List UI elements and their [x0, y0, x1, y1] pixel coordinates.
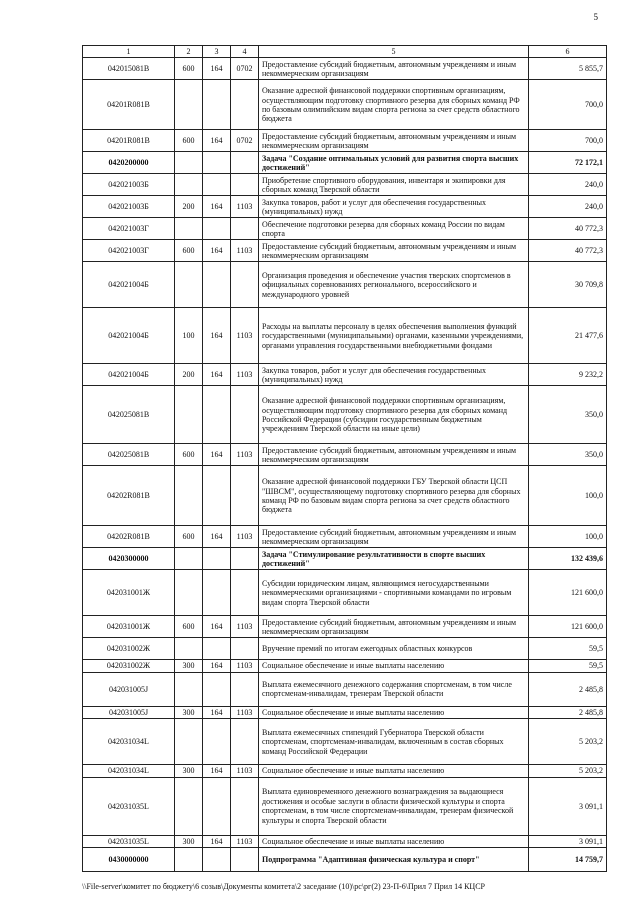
cell-amount: 240,0 — [529, 196, 607, 218]
cell-name: Предоставление субсидий бюджетным, автономным учреждениям и иным некоммерческим организациям — [259, 616, 529, 638]
cell-code: 042021003Г — [83, 218, 175, 240]
cell-col-4 — [231, 386, 259, 444]
cell-col-2 — [175, 152, 203, 174]
cell-amount: 5 203,2 — [529, 719, 607, 765]
cell-code: 042015081В — [83, 58, 175, 80]
cell-code: 042031001Ж — [83, 570, 175, 616]
cell-col-3 — [203, 466, 231, 526]
cell-amount: 700,0 — [529, 130, 607, 152]
cell-col-4 — [231, 638, 259, 660]
table-row — [83, 638, 607, 660]
cell-code: 042025081В — [83, 444, 175, 466]
cell-col-3: 164 — [203, 706, 231, 718]
cell-col-3: 164 — [203, 660, 231, 672]
header-col-3: 3 — [203, 46, 231, 58]
cell-name: Закупка товаров, работ и услуг для обеспечения государственных (муниципальных) нужд — [259, 196, 529, 218]
cell-name: Выплата единовременного денежного вознаграждения за выдающиеся достижения и особые заслуги в области физической культуры и спорта спортсменам, в том числе спортсменам-инвалидам, тренерам физической культуры и спорта Тверской области — [259, 777, 529, 835]
cell-col-2: 300 — [175, 835, 203, 847]
cell-amount: 59,5 — [529, 638, 607, 660]
cell-amount: 30 709,8 — [529, 262, 607, 308]
cell-col-3 — [203, 777, 231, 835]
cell-col-3 — [203, 174, 231, 196]
cell-name: Оказание адресной финансовой поддержки спортивным организациям, осуществляющим подготовку спортивного резерва для сборных команд РФ по базовым олимпийским видам спорта региона за счет средств областного бюджета — [259, 80, 529, 130]
cell-col-3 — [203, 80, 231, 130]
cell-amount: 3 091,1 — [529, 835, 607, 847]
cell-col-2 — [175, 719, 203, 765]
header-col-1: 1 — [83, 46, 175, 58]
cell-col-4: 1103 — [231, 308, 259, 364]
cell-col-4 — [231, 719, 259, 765]
cell-col-2 — [175, 174, 203, 196]
cell-col-2 — [175, 777, 203, 835]
table-row — [83, 466, 607, 526]
page-number: 5 — [593, 12, 598, 22]
cell-code: 042021004Б — [83, 364, 175, 386]
cell-code: 042025081В — [83, 386, 175, 444]
cell-code: 042031005J — [83, 672, 175, 706]
cell-col-2: 600 — [175, 444, 203, 466]
table-row — [83, 765, 607, 777]
cell-col-2: 200 — [175, 196, 203, 218]
cell-col-4: 1103 — [231, 660, 259, 672]
cell-col-2 — [175, 80, 203, 130]
cell-amount: 14 759,7 — [529, 848, 607, 872]
cell-name: Задача "Стимулирование результативности в спорте высших достижений" — [259, 548, 529, 570]
cell-col-4 — [231, 80, 259, 130]
cell-col-4 — [231, 570, 259, 616]
cell-col-4 — [231, 262, 259, 308]
cell-col-4: 0702 — [231, 130, 259, 152]
cell-col-2: 600 — [175, 58, 203, 80]
cell-name: Социальное обеспечение и иные выплаты населению — [259, 835, 529, 847]
cell-amount: 21 477,6 — [529, 308, 607, 364]
cell-col-3: 164 — [203, 364, 231, 386]
cell-col-3: 164 — [203, 196, 231, 218]
table-row — [83, 548, 607, 570]
cell-amount: 5 203,2 — [529, 765, 607, 777]
table-row — [83, 777, 607, 835]
cell-code: 042031002Ж — [83, 638, 175, 660]
cell-col-2 — [175, 386, 203, 444]
table-row — [83, 660, 607, 672]
cell-col-4: 1103 — [231, 364, 259, 386]
cell-name: Обеспечение подготовки резерва для сборных команд России по видам спорта — [259, 218, 529, 240]
cell-amount: 2 485,8 — [529, 672, 607, 706]
cell-name: Социальное обеспечение и иные выплаты населению — [259, 765, 529, 777]
cell-amount: 72 172,1 — [529, 152, 607, 174]
table-row — [83, 174, 607, 196]
cell-col-3 — [203, 570, 231, 616]
cell-col-2 — [175, 672, 203, 706]
cell-name: Выплата ежемесячного денежного содержания спортсменам, в том числе спортсменам-инвалидам, тренерам Тверской области — [259, 672, 529, 706]
cell-col-4 — [231, 848, 259, 872]
cell-col-3 — [203, 262, 231, 308]
cell-col-2 — [175, 466, 203, 526]
table-row — [83, 444, 607, 466]
cell-col-4 — [231, 174, 259, 196]
table-row — [83, 80, 607, 130]
cell-name: Приобретение спортивного оборудования, инвентаря и экипировки для сборных команд Тверской области — [259, 174, 529, 196]
cell-name: Вручение премий по итогам ежегодных областных конкурсов — [259, 638, 529, 660]
cell-amount: 9 232,2 — [529, 364, 607, 386]
cell-amount: 5 855,7 — [529, 58, 607, 80]
cell-col-3: 164 — [203, 58, 231, 80]
cell-col-3: 164 — [203, 765, 231, 777]
cell-code: 0420300000 — [83, 548, 175, 570]
cell-col-4: 1103 — [231, 240, 259, 262]
cell-col-3: 164 — [203, 240, 231, 262]
cell-col-3 — [203, 719, 231, 765]
cell-col-2 — [175, 570, 203, 616]
cell-col-2 — [175, 848, 203, 872]
cell-col-3: 164 — [203, 308, 231, 364]
table-row — [83, 364, 607, 386]
cell-col-4: 1103 — [231, 444, 259, 466]
cell-name: Оказание адресной финансовой поддержки ГБУ Тверской области ЦСП "ШВСМ", осуществляющему подготовку спортивного резерва для сборных команд РФ по базовым видам спорта региона за счет средств областного бюджета — [259, 466, 529, 526]
table-header-row — [83, 46, 607, 58]
cell-col-4: 1103 — [231, 196, 259, 218]
cell-col-2: 300 — [175, 765, 203, 777]
cell-name: Предоставление субсидий бюджетным, автономным учреждениям и иным некоммерческим организациям — [259, 58, 529, 80]
table-row — [83, 570, 607, 616]
cell-col-3: 164 — [203, 444, 231, 466]
table-row — [83, 152, 607, 174]
cell-code: 04202R081В — [83, 466, 175, 526]
cell-name: Расходы на выплаты персоналу в целях обеспечения выполнения функций государственными (муниципальными) органами, казенными учреждениями, органами управления государственными внебюджетными фондами — [259, 308, 529, 364]
table-row — [83, 58, 607, 80]
cell-amount: 700,0 — [529, 80, 607, 130]
cell-code: 0430000000 — [83, 848, 175, 872]
header-col-5: 5 — [259, 46, 529, 58]
cell-name: Социальное обеспечение и иные выплаты населению — [259, 706, 529, 718]
table-row — [83, 616, 607, 638]
cell-amount: 350,0 — [529, 444, 607, 466]
cell-code: 042021003Г — [83, 240, 175, 262]
cell-col-4 — [231, 218, 259, 240]
cell-col-4 — [231, 672, 259, 706]
cell-amount: 121 600,0 — [529, 570, 607, 616]
table-row — [83, 218, 607, 240]
cell-col-3 — [203, 218, 231, 240]
cell-col-4: 1103 — [231, 616, 259, 638]
table-row — [83, 262, 607, 308]
cell-amount: 121 600,0 — [529, 616, 607, 638]
cell-amount: 350,0 — [529, 386, 607, 444]
table-row — [83, 240, 607, 262]
table-row — [83, 719, 607, 765]
table-row — [83, 308, 607, 364]
cell-amount: 2 485,8 — [529, 706, 607, 718]
cell-col-4 — [231, 466, 259, 526]
cell-code: 042021003Б — [83, 174, 175, 196]
budget-table — [82, 45, 607, 872]
cell-col-4: 0702 — [231, 58, 259, 80]
cell-col-4: 1103 — [231, 526, 259, 548]
cell-col-4 — [231, 548, 259, 570]
cell-col-4: 1103 — [231, 765, 259, 777]
cell-amount: 100,0 — [529, 526, 607, 548]
cell-name: Предоставление субсидий бюджетным, автономным учреждениям и иным некоммерческим организациям — [259, 240, 529, 262]
cell-code: 042021004Б — [83, 308, 175, 364]
cell-code: 04202R081В — [83, 526, 175, 548]
cell-col-3 — [203, 638, 231, 660]
cell-amount: 40 772,3 — [529, 240, 607, 262]
table-row — [83, 526, 607, 548]
cell-amount: 240,0 — [529, 174, 607, 196]
cell-col-2: 300 — [175, 706, 203, 718]
cell-col-3 — [203, 672, 231, 706]
cell-col-4 — [231, 777, 259, 835]
cell-col-3 — [203, 848, 231, 872]
cell-col-2: 600 — [175, 526, 203, 548]
cell-col-4: 1103 — [231, 835, 259, 847]
cell-name: Закупка товаров, работ и услуг для обеспечения государственных (муниципальных) нужд — [259, 364, 529, 386]
cell-name: Задача "Создание оптимальных условий для развития спорта высших достижений" — [259, 152, 529, 174]
cell-name: Предоставление субсидий бюджетным, автономным учреждениям и иным некоммерческим организациям — [259, 444, 529, 466]
cell-name: Подпрограмма "Адаптивная физическая культура и спорт" — [259, 848, 529, 872]
cell-name: Организация проведения и обеспечение участия тверских спортсменов в официальных соревнованиях регионального, всероссийского и международного уровней — [259, 262, 529, 308]
cell-col-2 — [175, 548, 203, 570]
cell-amount: 132 439,6 — [529, 548, 607, 570]
cell-code: 042031005J — [83, 706, 175, 718]
table-row — [83, 130, 607, 152]
cell-col-3 — [203, 386, 231, 444]
cell-name: Предоставление субсидий бюджетным, автономным учреждениям и иным некоммерческим организациям — [259, 526, 529, 548]
cell-code: 042031035L — [83, 835, 175, 847]
table-row — [83, 386, 607, 444]
cell-col-3 — [203, 548, 231, 570]
cell-code: 042031034L — [83, 719, 175, 765]
cell-amount: 100,0 — [529, 466, 607, 526]
cell-code: 04201R081В — [83, 130, 175, 152]
cell-amount: 3 091,1 — [529, 777, 607, 835]
header-col-4: 4 — [231, 46, 259, 58]
cell-col-2: 300 — [175, 660, 203, 672]
cell-code: 042031002Ж — [83, 660, 175, 672]
table-row — [83, 835, 607, 847]
cell-col-2: 600 — [175, 616, 203, 638]
cell-code: 042021004Б — [83, 262, 175, 308]
cell-code: 042031034L — [83, 765, 175, 777]
header-col-6: 6 — [529, 46, 607, 58]
cell-col-3: 164 — [203, 130, 231, 152]
cell-code: 04201R081В — [83, 80, 175, 130]
cell-col-3 — [203, 152, 231, 174]
cell-code: 042021003Б — [83, 196, 175, 218]
cell-col-2: 200 — [175, 364, 203, 386]
cell-name: Субсидии юридическим лицам, являющимся негосударственными некоммерческими организациями - спортивными командами по игровым видам спорта Тверской области — [259, 570, 529, 616]
cell-name: Выплата ежемесячных стипендий Губернатора Тверской области спортсменам, спортсменам-инвалидам, включенным в состав сборных команд Российской Федерации — [259, 719, 529, 765]
cell-code: 042031035L — [83, 777, 175, 835]
cell-amount: 59,5 — [529, 660, 607, 672]
cell-amount: 40 772,3 — [529, 218, 607, 240]
cell-col-2: 100 — [175, 308, 203, 364]
header-col-2: 2 — [175, 46, 203, 58]
cell-col-3: 164 — [203, 835, 231, 847]
cell-col-4 — [231, 152, 259, 174]
cell-col-2: 600 — [175, 240, 203, 262]
table-row — [83, 848, 607, 872]
cell-code: 0420200000 — [83, 152, 175, 174]
cell-name: Оказание адресной финансовой поддержки спортивным организациям, осуществляющим подготовку спортивного резерва для сборных команд Российской Федерации (субсидии государственным бюджетным учреждениям Тверской области на иные цели) — [259, 386, 529, 444]
table-row — [83, 196, 607, 218]
cell-col-4: 1103 — [231, 706, 259, 718]
cell-col-2 — [175, 262, 203, 308]
cell-name: Предоставление субсидий бюджетным, автономным учреждениям и иным некоммерческим организациям — [259, 130, 529, 152]
cell-col-3: 164 — [203, 616, 231, 638]
table-row — [83, 672, 607, 706]
cell-code: 042031001Ж — [83, 616, 175, 638]
cell-name: Социальное обеспечение и иные выплаты населению — [259, 660, 529, 672]
cell-col-2: 600 — [175, 130, 203, 152]
footer-file-path: \\File-server\комитет по бюджету\6 созыв\Документы комитета\2 заседание (10)\рс\рг(2) 23-П-6\Прил 7 Прил 14 КЦСР — [82, 882, 485, 891]
cell-col-3: 164 — [203, 526, 231, 548]
cell-col-2 — [175, 638, 203, 660]
table-row — [83, 706, 607, 718]
cell-col-2 — [175, 218, 203, 240]
